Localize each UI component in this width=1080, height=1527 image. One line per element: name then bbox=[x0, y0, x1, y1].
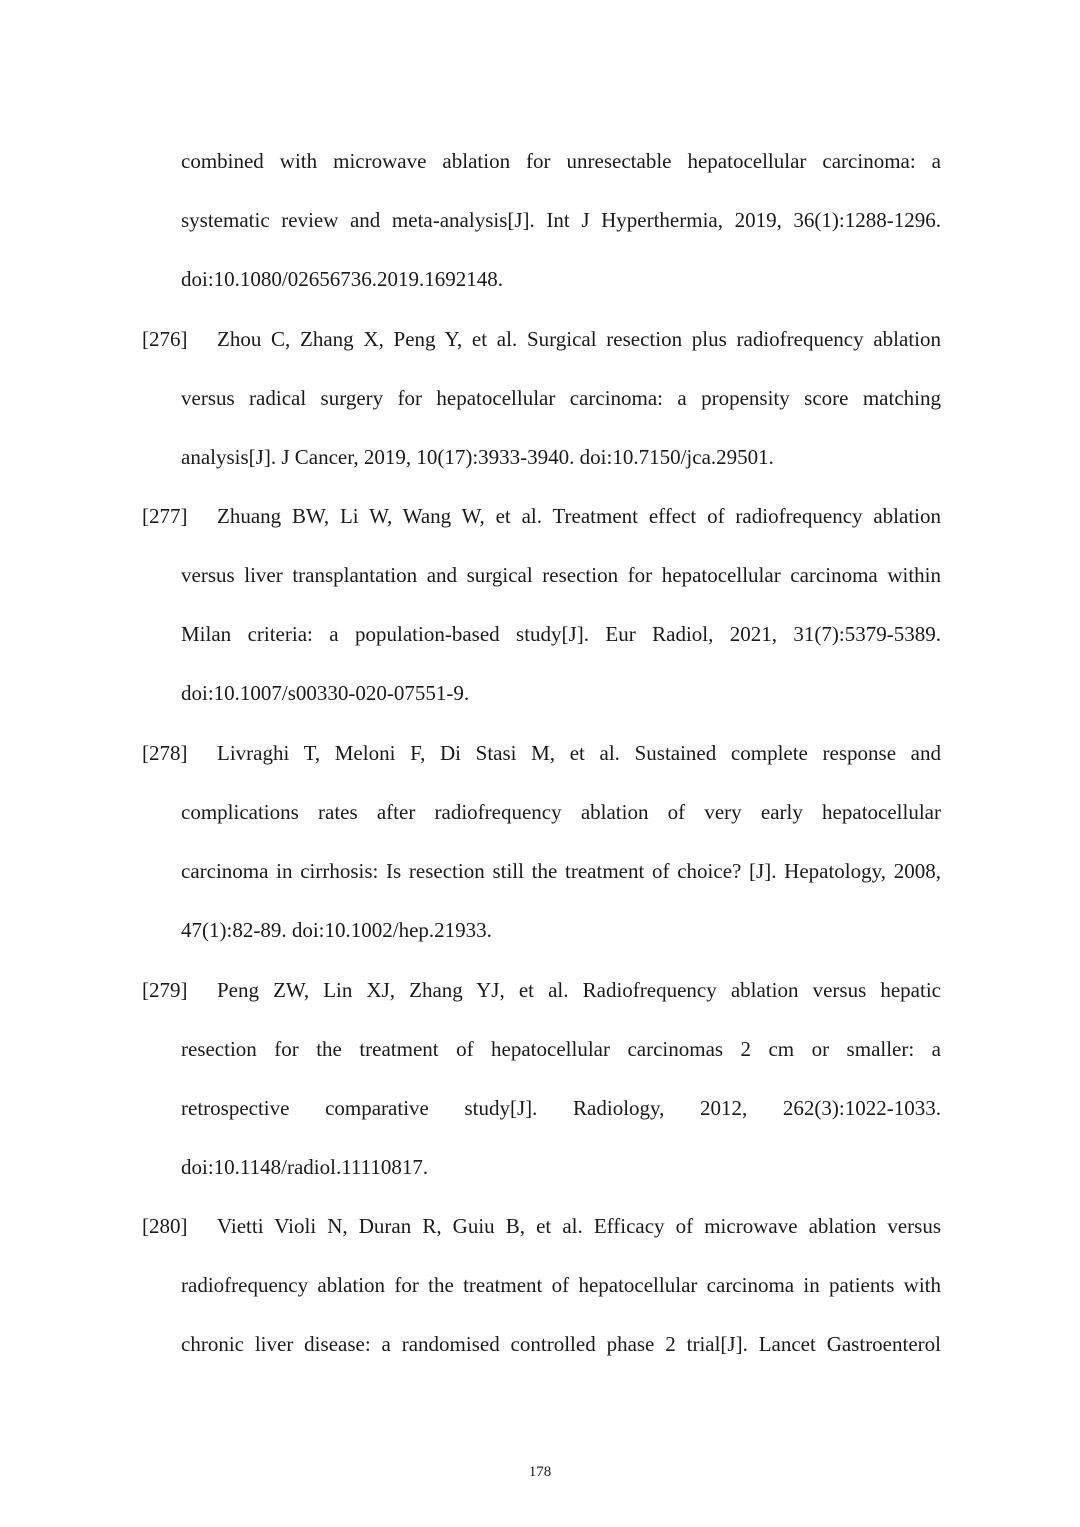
reference-line: doi:10.1007/s00330-020-07551-9. bbox=[181, 681, 470, 705]
reference-line: versus radical surgery for hepatocellular carcinoma: a propensity score matching bbox=[181, 386, 941, 410]
reference-number: [276] bbox=[142, 327, 188, 351]
reference-number: [279] bbox=[142, 978, 188, 1002]
reference-continuation-line: doi:10.1080/02656736.2019.1692148. bbox=[181, 267, 504, 291]
reference-280 bbox=[142, 1211, 941, 1241]
reference-line: versus liver transplantation and surgical resection for hepatocellular carcinoma within bbox=[181, 563, 941, 587]
reference-line: 47(1):82-89. doi:10.1002/hep.21933. bbox=[181, 918, 492, 942]
reference-line: analysis[J]. J Cancer, 2019, 10(17):3933-3940. doi:10.7150/jca.29501. bbox=[181, 445, 774, 469]
reference-line: chronic liver disease: a randomised controlled phase 2 trial[J]. Lancet Gastroenterol bbox=[181, 1332, 941, 1356]
reference-276 bbox=[142, 324, 941, 354]
reference-number: [280] bbox=[142, 1214, 188, 1238]
reference-continuation-line: systematic review and meta-analysis[J]. Int J Hyperthermia, 2019, 36(1):1288-1296. bbox=[181, 208, 941, 232]
reference-number: [278] bbox=[142, 741, 188, 765]
reference-text: Vietti Violi N, Duran R, Guiu B, et al. Efficacy of microwave ablation versus bbox=[217, 1214, 941, 1238]
reference-line: retrospective comparative study[J]. Radiology, 2012, 262(3):1022-1033. bbox=[181, 1096, 941, 1120]
reference-line: resection for the treatment of hepatocellular carcinomas 2 cm or smaller: a bbox=[181, 1037, 941, 1061]
reference-277 bbox=[142, 501, 941, 531]
reference-279 bbox=[142, 975, 941, 1005]
reference-text: Zhou C, Zhang X, Peng Y, et al. Surgical resection plus radiofrequency ablation bbox=[217, 327, 941, 351]
page-number: 178 bbox=[528, 1464, 552, 1480]
reference-number: [277] bbox=[142, 504, 188, 528]
reference-text: Livraghi T, Meloni F, Di Stasi M, et al. Sustained complete response and bbox=[217, 741, 941, 765]
reference-text: Zhuang BW, Li W, Wang W, et al. Treatment effect of radiofrequency ablation bbox=[217, 504, 941, 528]
reference-line: complications rates after radiofrequency ablation of very early hepatocellular bbox=[181, 800, 941, 824]
reference-line: doi:10.1148/radiol.11110817. bbox=[181, 1155, 429, 1179]
reference-text: Peng ZW, Lin XJ, Zhang YJ, et al. Radiofrequency ablation versus hepatic bbox=[217, 978, 941, 1002]
reference-continuation-line: combined with microwave ablation for unresectable hepatocellular carcinoma: a bbox=[181, 149, 941, 173]
reference-line: carcinoma in cirrhosis: Is resection still the treatment of choice? [J]. Hepatology, 2008, bbox=[181, 859, 941, 883]
reference-line: radiofrequency ablation for the treatment of hepatocellular carcinoma in patients with bbox=[181, 1273, 941, 1297]
reference-278 bbox=[142, 738, 941, 768]
reference-line: Milan criteria: a population-based study[J]. Eur Radiol, 2021, 31(7):5379-5389. bbox=[181, 622, 941, 646]
